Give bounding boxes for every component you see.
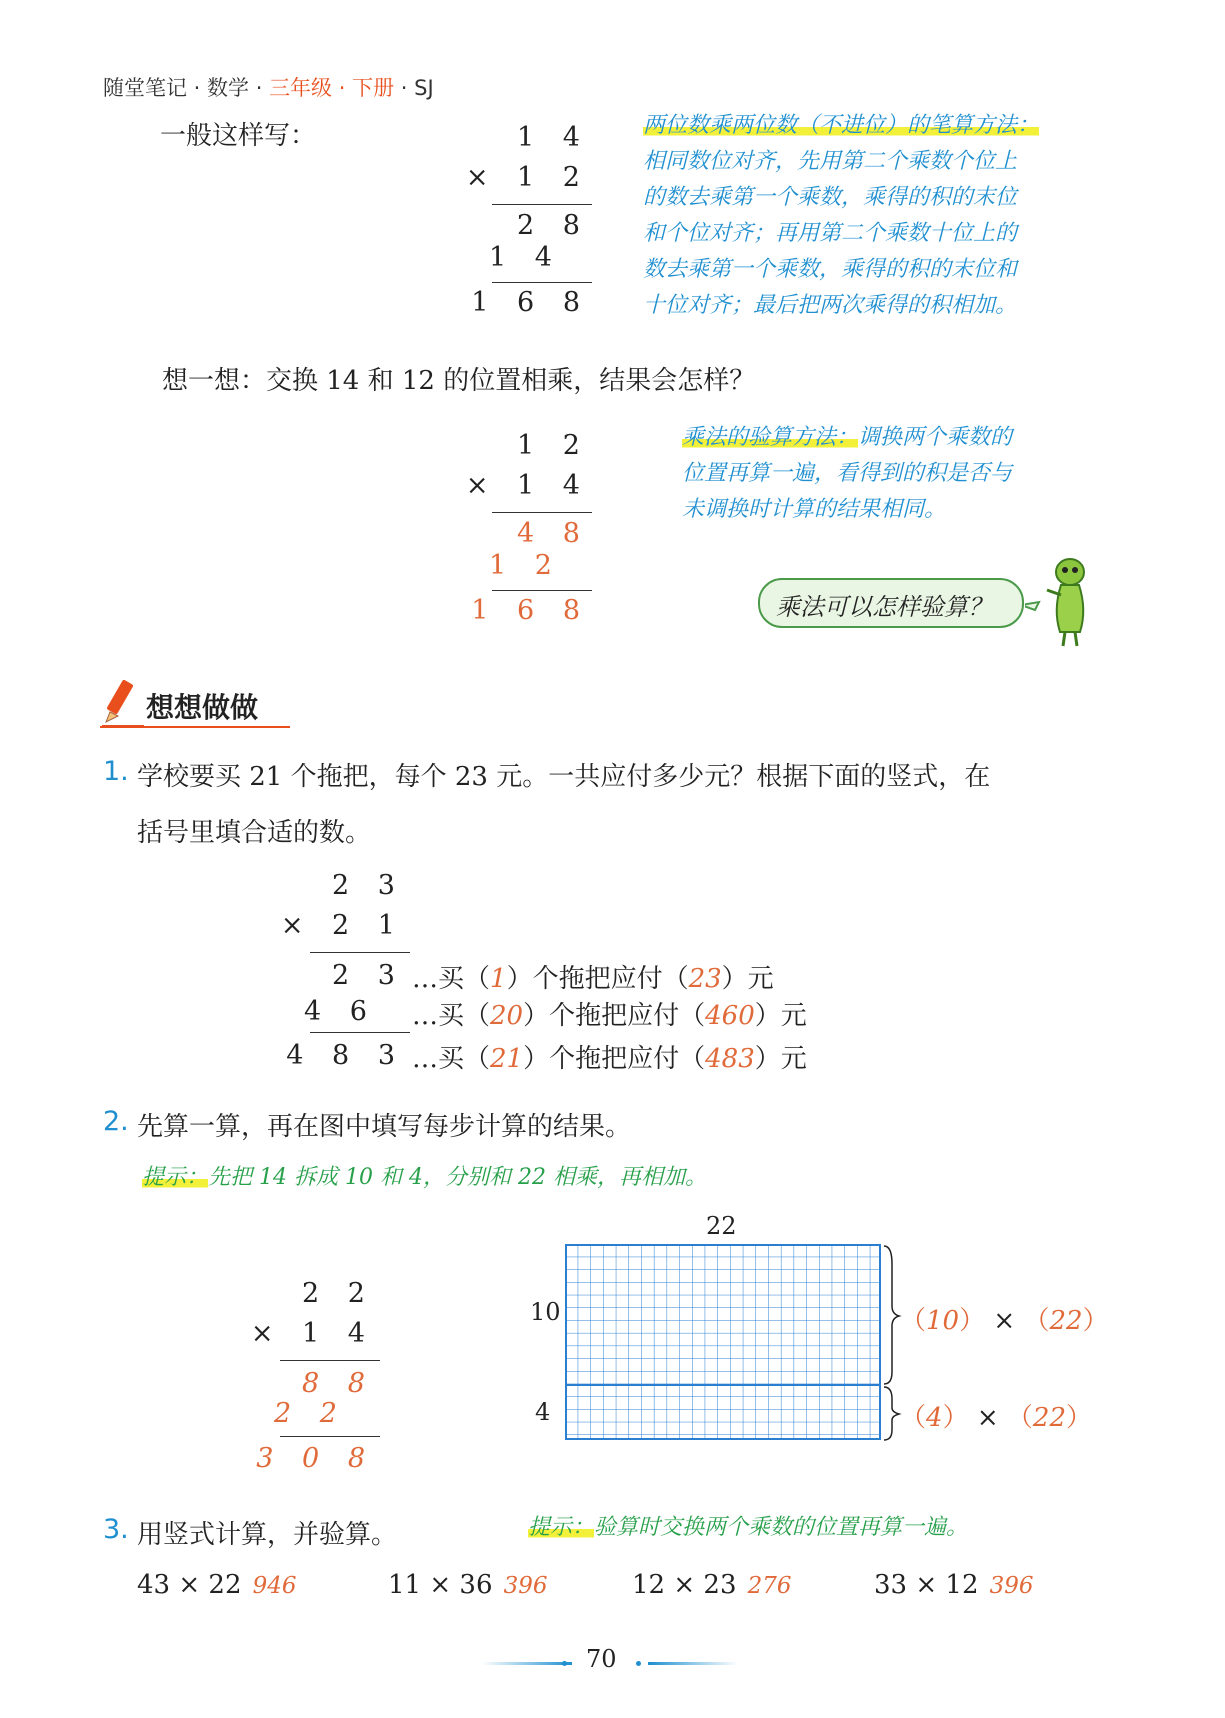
step-text: ）个拖把应付（ bbox=[523, 1044, 706, 1074]
q1-step bbox=[412, 1038, 807, 1075]
step-text: …买（ bbox=[412, 1001, 491, 1031]
q1-step bbox=[412, 995, 807, 1032]
calc-row: 4 8 3 bbox=[286, 1040, 405, 1071]
expr-answer: 22 bbox=[1049, 1306, 1083, 1336]
section-title: 想想做做 bbox=[146, 691, 259, 724]
step-answer: 21 bbox=[490, 1044, 524, 1074]
hint-text: 验算时交换两个乘数的位置再算一遍。 bbox=[594, 1515, 969, 1540]
q3-answer: 946 bbox=[252, 1573, 297, 1599]
q1-text-line1: 学校要买 21 个拖把，每个 23 元。一共应付多少元？根据下面的竖式，在 bbox=[137, 762, 991, 792]
note-line: 相同数位对齐，先用第二个乘数个位上 bbox=[643, 149, 1018, 174]
calc-row: × 1 4 bbox=[465, 470, 590, 501]
calc-row: × 2 1 bbox=[280, 910, 405, 941]
brace-icon bbox=[882, 1244, 902, 1444]
expr-bottom bbox=[900, 1397, 1092, 1434]
note-line: 十位对齐；最后把两次乘得的积相加。 bbox=[643, 293, 1018, 318]
hint-label: 提示： bbox=[142, 1165, 209, 1190]
q3-hint bbox=[528, 1510, 968, 1546]
calc-row: 2 3 bbox=[332, 870, 405, 901]
calc-row: 1 4 bbox=[489, 242, 562, 273]
note-line: 未调换时计算的结果相同。 bbox=[682, 497, 947, 522]
step-text: …买（ bbox=[412, 1044, 491, 1074]
calc-line bbox=[492, 512, 592, 513]
expr-answer: 10 bbox=[926, 1306, 960, 1336]
footer-dot bbox=[562, 1661, 567, 1666]
note-line: 数去乘第一个乘数，乘得的积的末位和 bbox=[643, 257, 1018, 282]
bubble-text: 乘法可以怎样验算？ bbox=[776, 593, 992, 621]
q1-number: 1. bbox=[103, 756, 129, 787]
q2-number: 2. bbox=[103, 1106, 129, 1137]
mascot-icon bbox=[1025, 550, 1105, 650]
step-text: …买（ bbox=[412, 964, 491, 994]
calc-row: 2 3 bbox=[332, 960, 405, 991]
example1-intro: 一般这样写： bbox=[160, 121, 317, 151]
q1-step bbox=[412, 958, 774, 995]
header-prefix: 随堂笔记 · 数学 · bbox=[103, 76, 270, 100]
q3-text: 用竖式计算，并验算。 bbox=[137, 1520, 398, 1550]
step-answer: 460 bbox=[705, 1001, 755, 1031]
calc-row: 2 2 bbox=[302, 1278, 375, 1309]
calc-row: 1 4 bbox=[517, 122, 590, 153]
step-text: ）个拖把应付（ bbox=[506, 964, 689, 994]
step-text: ）个拖把应付（ bbox=[523, 1001, 706, 1031]
calc-row: 1 2 bbox=[517, 430, 590, 461]
q3-answer: 396 bbox=[989, 1573, 1034, 1599]
step-text: ）元 bbox=[754, 1044, 807, 1074]
paren: ） bbox=[1082, 1306, 1109, 1336]
expr-top bbox=[900, 1300, 1109, 1337]
calc-row: 8 8 bbox=[302, 1368, 375, 1399]
q3-expr: 33 × 12 bbox=[874, 1570, 979, 1600]
pencil-icon bbox=[100, 676, 144, 728]
q3-expr: 12 × 23 bbox=[632, 1570, 737, 1600]
q3-expr: 43 × 22 bbox=[137, 1570, 242, 1600]
step-answer: 20 bbox=[490, 1001, 524, 1031]
calc-row: 4 6 bbox=[304, 996, 377, 1027]
footer-dot bbox=[636, 1661, 641, 1666]
q3-expr: 11 × 36 bbox=[388, 1570, 493, 1600]
note-title: 乘法的验算方法： bbox=[682, 425, 859, 450]
calc-row: 1 6 8 bbox=[471, 287, 590, 318]
q3-item bbox=[137, 1570, 296, 1600]
q3-answer: 396 bbox=[503, 1573, 548, 1599]
multiplication-grid bbox=[565, 1244, 885, 1444]
q3-number: 3. bbox=[103, 1514, 129, 1545]
calc-row: × 1 4 bbox=[250, 1318, 375, 1349]
step-text: ）元 bbox=[721, 964, 774, 994]
times-sign: × bbox=[976, 1403, 999, 1433]
note-line: 调换两个乘数的 bbox=[858, 425, 1013, 450]
q3-answer: 276 bbox=[747, 1573, 792, 1599]
step-answer: 23 bbox=[688, 964, 722, 994]
grid-left-label-bottom: 4 bbox=[535, 1398, 551, 1426]
header-grade: 三年级 · 下册 bbox=[269, 76, 395, 100]
think-verify-note bbox=[682, 420, 1122, 528]
footer-line-right bbox=[648, 1662, 738, 1665]
q2-text: 先算一算，再在图中填写每步计算的结果。 bbox=[137, 1112, 632, 1142]
page-number: 70 bbox=[586, 1645, 617, 1673]
paren: （ bbox=[900, 1403, 927, 1433]
grid-left-label-top: 10 bbox=[530, 1298, 561, 1326]
calc-line bbox=[310, 952, 410, 953]
expr-answer: 22 bbox=[1032, 1403, 1067, 1433]
paren: ） bbox=[942, 1403, 969, 1433]
step-text: ）元 bbox=[754, 1001, 807, 1031]
step-answer: 483 bbox=[705, 1044, 755, 1074]
example1-method-note bbox=[643, 108, 1113, 324]
paren: （ bbox=[900, 1306, 927, 1336]
page-header bbox=[103, 72, 434, 102]
hint-label: 提示： bbox=[528, 1515, 595, 1540]
calc-row: 4 8 bbox=[517, 518, 590, 549]
calc-row: 2 2 bbox=[274, 1398, 347, 1429]
calc-line bbox=[492, 282, 592, 283]
paren: （ bbox=[1023, 1306, 1050, 1336]
calc-row: 1 2 bbox=[489, 550, 562, 581]
times-sign: × bbox=[993, 1306, 1016, 1336]
note-line: 和个位对齐；再用第二个乘数十位上的 bbox=[643, 221, 1018, 246]
paren: （ bbox=[1006, 1403, 1033, 1433]
calc-row: × 1 2 bbox=[465, 162, 590, 193]
section-underline bbox=[100, 726, 290, 728]
note-line: 的数去乘第一个乘数，乘得的积的末位 bbox=[643, 185, 1018, 210]
calc-line bbox=[280, 1436, 380, 1437]
expr-answer: 4 bbox=[926, 1403, 943, 1433]
calc-row: 3 0 8 bbox=[256, 1443, 375, 1474]
hint-text: 先把 14 拆成 10 和 4，分别和 22 相乘，再相加。 bbox=[208, 1165, 707, 1190]
paren: ） bbox=[959, 1306, 986, 1336]
step-answer: 1 bbox=[490, 964, 507, 994]
think-question: 想一想：交换 14 和 12 的位置相乘，结果会怎样？ bbox=[162, 366, 756, 396]
calc-line bbox=[310, 1032, 410, 1033]
footer-line-left bbox=[482, 1662, 572, 1665]
header-suffix: · SJ bbox=[394, 76, 434, 100]
q2-hint bbox=[142, 1160, 707, 1196]
speech-bubble bbox=[758, 578, 1024, 628]
q3-item bbox=[874, 1570, 1033, 1600]
calc-line bbox=[280, 1360, 380, 1361]
calc-row: 2 8 bbox=[517, 210, 590, 241]
paren: ） bbox=[1066, 1403, 1093, 1433]
calc-row: 1 6 8 bbox=[471, 595, 590, 626]
note-title: 两位数乘两位数（不进位）的笔算方法： bbox=[643, 113, 1040, 138]
calc-line bbox=[492, 590, 592, 591]
q1-text-line2: 括号里填合适的数。 bbox=[137, 818, 372, 848]
q3-item bbox=[632, 1570, 791, 1600]
q3-item bbox=[388, 1570, 547, 1600]
calc-line bbox=[492, 204, 592, 205]
note-line: 位置再算一遍，看得到的积是否与 bbox=[682, 461, 1013, 486]
grid-top-label: 22 bbox=[706, 1212, 737, 1240]
